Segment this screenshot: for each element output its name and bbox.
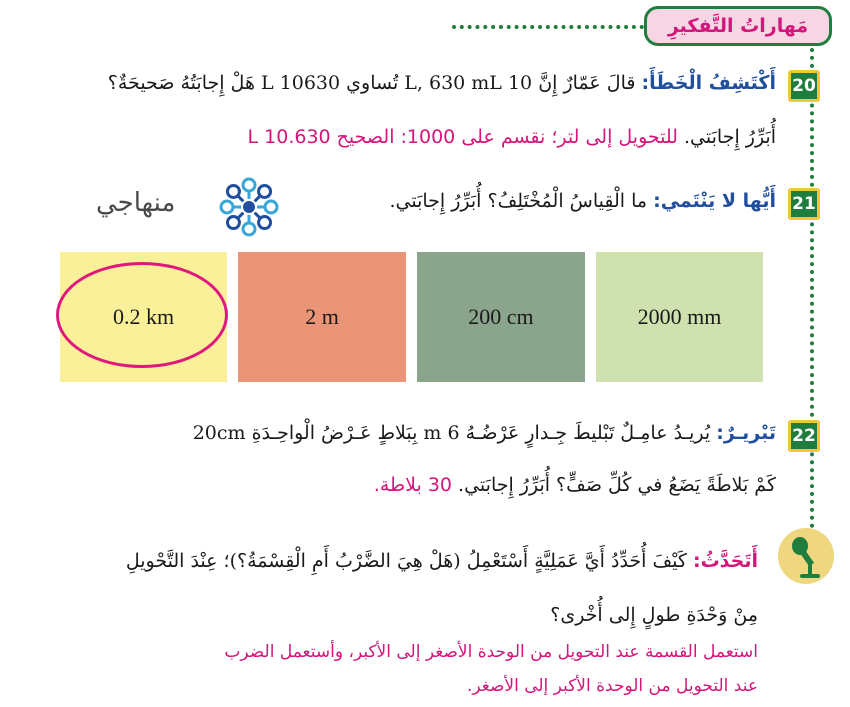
talk-question-1: كَيْفَ أُحَدِّدُ أَيَّ عَمَلِيَّةٍ أَسْتَعْمِلُ (هَلْ هِيَ الضَّرْبُ أَمِ الْقِسْمَةُ؟)؛ عِنْدَ التَّحْويلِ	[125, 550, 687, 572]
question-number-22: 22	[788, 420, 820, 452]
q22-question-1: يُريـدُ عامِـلٌ تَبْليطَ جِـدارٍ عَرْضُـهُ 6 m بِبَلاطٍ عَـرْضُ الْواحِـدَةِ 20cm	[192, 422, 711, 444]
talk-label: أَتَحَدَّثُ:	[692, 550, 758, 572]
brand-name: منهاجي	[96, 188, 176, 218]
snowflake-logo-icon	[212, 170, 286, 244]
measure-value: 2 m	[305, 304, 339, 329]
measure-value: 200 cm	[468, 304, 534, 329]
measure-value: 2000 mm	[637, 304, 722, 329]
microphone-icon	[778, 528, 834, 584]
q21-label: أَيُّها لا يَنْتَمي:	[653, 190, 776, 212]
question-number-21: 21	[788, 188, 820, 220]
q22-answer: 30 بلاطة.	[373, 474, 452, 496]
q21-text	[256, 190, 776, 212]
question-number-20: 20	[788, 70, 820, 102]
measure-value: 0.2 km	[112, 304, 175, 329]
q20-question: قالَ عَمّارٌ إِنَّ 10 L, 630 mL تُساوي 10630 L هَلْ إِجابَتُهُ صَحيحَةٌ؟	[107, 72, 636, 94]
margin-dotted-line	[810, 48, 814, 568]
q20-text	[36, 72, 776, 94]
measure-box-200cm	[417, 252, 585, 382]
talk-answer-line1: استعمل القسمة عند التحويل من الوحدة الأصغر إلى الأكبر، وأستعمل الضرب	[224, 642, 758, 662]
answer-circle	[56, 262, 228, 368]
q20-justify: أُبَرِّرُ إِجابَتي.	[684, 126, 776, 148]
q20-answer: للتحويل إلى لتر؛ نقسم على 1000: الصحيح 10.630 L	[247, 126, 678, 148]
q22-text-line2	[36, 474, 776, 496]
talk-answer-line2: عند التحويل من الوحدة الأكبر إلى الأصغر.	[466, 676, 758, 696]
q22-label: تَبْريـرٌ:	[716, 422, 776, 444]
talk-text-line2	[38, 604, 758, 626]
q22-text-line1	[36, 422, 776, 444]
talk-text-line1	[38, 550, 758, 572]
q20-justify-row	[36, 126, 776, 148]
section-title: مَهاراتُ التَّفكيرِ	[644, 6, 832, 46]
q22-question-2: كَمْ بَلاطَةً يَضَعُ في كُلِّ صَفٍّ؟ أُبَرِّرُ إِجابَتي.	[458, 474, 776, 496]
talk-question-2: مِنْ وَحْدَةِ طولٍ إِلى أُخْرى؟	[550, 604, 758, 626]
measure-box-2m	[238, 252, 406, 382]
header-dotted-line	[452, 25, 644, 29]
measure-box-2000mm	[596, 252, 763, 382]
q20-label: أَكْتَشِفُ الْخَطَأَ:	[641, 72, 776, 94]
q21-question: ما الْقِياسُ الْمُخْتَلِفُ؟ أُبَرِّرُ إِجابَتي.	[389, 190, 648, 212]
